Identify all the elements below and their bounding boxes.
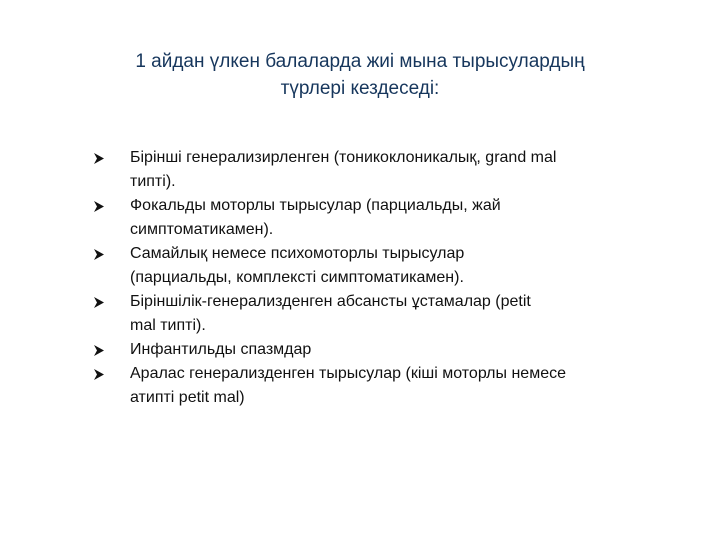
list-item (94, 146, 654, 194)
list-item (94, 290, 654, 338)
bullet-line: mal типті). (130, 317, 206, 334)
arrowhead-bullet-icon (94, 201, 104, 212)
bullet-line: типті). (130, 173, 176, 190)
arrowhead-bullet-icon (94, 297, 104, 308)
bullet-line: атипті petit mal) (130, 389, 245, 406)
bullet-line: Самайлық немесе психомоторлы тырысулар (130, 245, 465, 262)
bullet-line: (парциальды, комплексті симптоматикамен). (130, 269, 464, 286)
bullet-line: Бірінші генерализирленген (тоникоклоникалық, grand mal (130, 149, 557, 166)
bullet-line: симптоматикамен). (130, 221, 274, 238)
bullet-line: Аралас генерализденген тырысулар (кіші моторлы немесе (130, 365, 566, 382)
title-line: 1 айдан үлкен балаларда жиі мына тырысулардың (135, 51, 585, 72)
slide-title (90, 48, 630, 102)
bullet-line: Инфантильды спазмдар (130, 341, 312, 358)
bullet-text (130, 194, 654, 242)
bullet-text (130, 362, 654, 410)
list-item (94, 338, 654, 362)
arrowhead-bullet-icon (94, 153, 104, 164)
bullet-text (130, 242, 654, 290)
bullet-line: Біріншілік-генерализденген абсансты ұстамалар (petit (130, 293, 531, 310)
title-line: түрлері кездеседі: (280, 78, 440, 99)
bullet-text (130, 338, 654, 362)
list-item (94, 242, 654, 290)
arrowhead-bullet-icon (94, 345, 104, 356)
bullet-text (130, 290, 654, 338)
bullet-text (130, 146, 654, 194)
arrowhead-bullet-icon (94, 369, 104, 380)
list-item (94, 194, 654, 242)
arrowhead-bullet-icon (94, 249, 104, 260)
list-item (94, 362, 654, 410)
bullet-list (94, 146, 654, 410)
bullet-line: Фокальды моторлы тырысулар (парциальды, жай (130, 197, 501, 214)
